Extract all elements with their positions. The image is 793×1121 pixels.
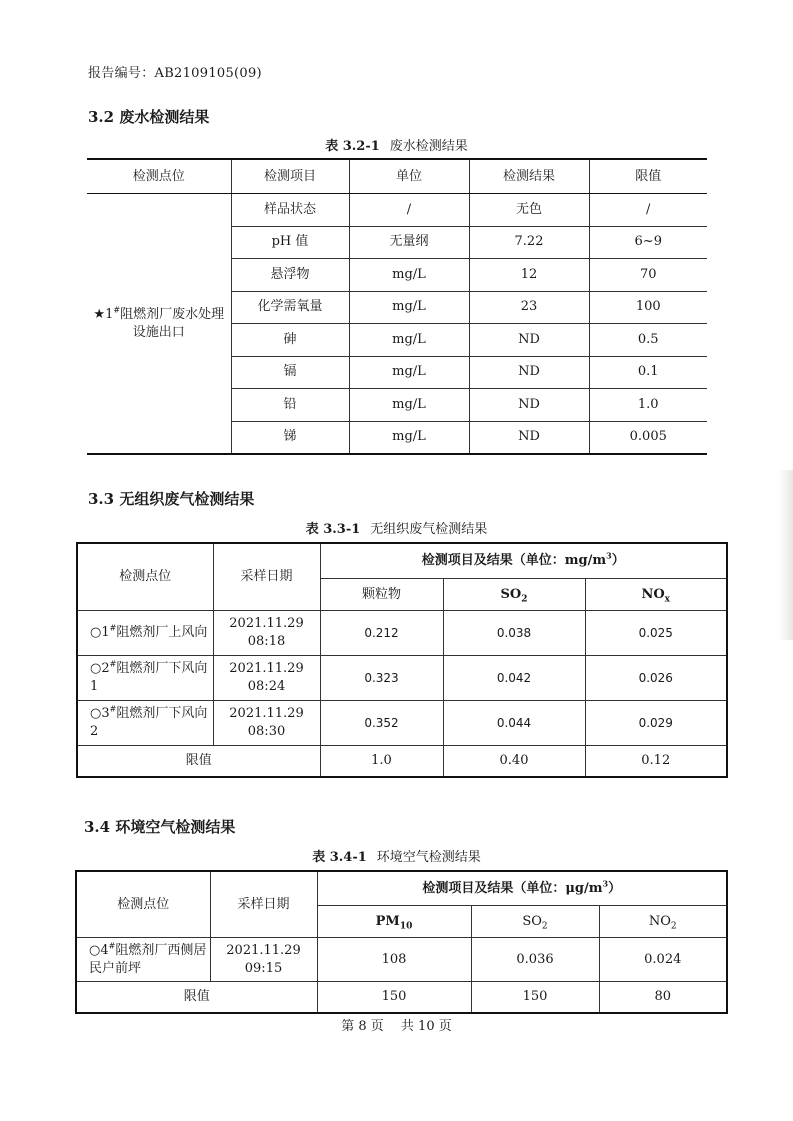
point-name: 阻燃剂厂下风向 2 bbox=[90, 706, 208, 739]
limit-cell: 1.0 bbox=[589, 389, 707, 422]
section-title-3-2: 3.2 废水检测结果 bbox=[88, 108, 210, 126]
col-header-date: 采样日期 bbox=[213, 543, 320, 611]
group-header-close: ） bbox=[608, 880, 622, 896]
table-row bbox=[77, 611, 727, 656]
caption-number: 表 3.3-1 bbox=[305, 522, 361, 537]
fugitive-gas-table bbox=[76, 542, 728, 778]
report-number: 报告编号：AB2109105(09) bbox=[88, 66, 262, 81]
col-header-base: SO bbox=[500, 586, 522, 602]
col-header-pm10 bbox=[317, 906, 471, 938]
col-header-point: 检测点位 bbox=[76, 871, 210, 938]
sampling-point-cell bbox=[87, 194, 231, 455]
col-header-base: PM bbox=[375, 913, 400, 929]
item-cell: pH 值 bbox=[231, 226, 349, 259]
limit-cell: 6~9 bbox=[589, 226, 707, 259]
item-cell: 锑 bbox=[231, 421, 349, 454]
limit-cell: / bbox=[589, 194, 707, 227]
table-caption-3-4-1 bbox=[0, 846, 793, 865]
value-cell: 0.042 bbox=[443, 656, 585, 701]
table-row bbox=[76, 938, 727, 982]
table-row bbox=[77, 656, 727, 701]
item-cell: 铅 bbox=[231, 389, 349, 422]
item-cell: 样品状态 bbox=[231, 194, 349, 227]
item-cell: 化学需氧量 bbox=[231, 291, 349, 324]
col-header-group bbox=[320, 543, 727, 579]
result-cell: ND bbox=[469, 324, 589, 357]
col-header-group bbox=[317, 871, 727, 906]
scan-edge-mark bbox=[779, 470, 793, 640]
result-cell: 12 bbox=[469, 259, 589, 292]
point-sup: # bbox=[109, 623, 117, 633]
unit-cell: mg/L bbox=[349, 356, 469, 389]
table-row bbox=[87, 194, 707, 227]
wastewater-table bbox=[87, 158, 707, 455]
group-header-sup: 3 bbox=[606, 550, 612, 561]
sampling-point-cell bbox=[77, 701, 213, 746]
table-header-row bbox=[77, 543, 727, 579]
limit-value: 80 bbox=[599, 982, 727, 1014]
caption-number: 表 3.4-1 bbox=[312, 850, 367, 865]
limit-row bbox=[77, 746, 727, 778]
col-header-sub: 10 bbox=[399, 921, 413, 932]
value-cell: 0.038 bbox=[443, 611, 585, 656]
unit-cell: mg/L bbox=[349, 421, 469, 454]
col-header-base: 颗粒物 bbox=[361, 586, 401, 602]
col-header-sub: 2 bbox=[541, 921, 548, 932]
col-header-particulate bbox=[320, 579, 443, 611]
unit-cell: mg/L bbox=[349, 324, 469, 357]
ambient-air-table bbox=[75, 870, 728, 1014]
col-header-no2 bbox=[599, 906, 727, 938]
col-header-base: NO bbox=[648, 913, 671, 929]
result-cell: 无色 bbox=[469, 194, 589, 227]
point-prefix: ○4 bbox=[89, 942, 109, 958]
limit-cell: 0.005 bbox=[589, 421, 707, 454]
sampling-time: 08:24 bbox=[247, 679, 286, 694]
point-prefix: ○2 bbox=[90, 661, 110, 676]
limit-value: 0.12 bbox=[585, 746, 727, 778]
sampling-date-cell bbox=[210, 938, 317, 982]
sampling-date-cell bbox=[213, 701, 320, 746]
point-name: 阻燃剂厂废水处理设施出口 bbox=[120, 306, 225, 340]
col-header-sub: x bbox=[664, 594, 671, 605]
table-caption-3-3-1 bbox=[0, 518, 793, 537]
value-cell: 0.025 bbox=[585, 611, 727, 656]
group-header-sup: 3 bbox=[602, 878, 609, 889]
limit-value: 150 bbox=[317, 982, 471, 1014]
col-header-sub: 2 bbox=[521, 594, 528, 605]
value-cell: 0.029 bbox=[585, 701, 727, 746]
sampling-date: 2021.11.29 bbox=[229, 706, 304, 721]
limit-cell: 0.1 bbox=[589, 356, 707, 389]
sampling-time: 08:18 bbox=[247, 634, 286, 649]
item-cell: 悬浮物 bbox=[231, 259, 349, 292]
col-header-point: 检测点位 bbox=[87, 159, 231, 194]
result-cell: 7.22 bbox=[469, 226, 589, 259]
section-title-3-4: 3.4 环境空气检测结果 bbox=[84, 818, 236, 836]
caption-text: 无组织废气检测结果 bbox=[370, 522, 488, 537]
value-cell: 108 bbox=[317, 938, 471, 982]
limit-value: 0.40 bbox=[443, 746, 585, 778]
unit-cell: 无量纲 bbox=[349, 226, 469, 259]
value-cell: 0.024 bbox=[599, 938, 727, 982]
col-header-point: 检测点位 bbox=[77, 543, 213, 611]
item-cell: 砷 bbox=[231, 324, 349, 357]
point-name: 阻燃剂厂西侧居民户前坪 bbox=[89, 942, 207, 976]
limit-value: 1.0 bbox=[320, 746, 443, 778]
limit-label: 限值 bbox=[76, 982, 317, 1014]
caption-text: 废水检测结果 bbox=[389, 139, 468, 154]
sampling-date: 2021.11.29 bbox=[226, 942, 301, 958]
sampling-date-cell bbox=[213, 611, 320, 656]
value-cell: 0.044 bbox=[443, 701, 585, 746]
unit-cell: / bbox=[349, 194, 469, 227]
table-row bbox=[77, 701, 727, 746]
col-header-limit: 限值 bbox=[589, 159, 707, 194]
result-cell: 23 bbox=[469, 291, 589, 324]
sampling-date: 2021.11.29 bbox=[229, 661, 304, 676]
unit-cell: mg/L bbox=[349, 259, 469, 292]
point-name: 阻燃剂厂上风向 bbox=[116, 625, 208, 640]
limit-cell: 70 bbox=[589, 259, 707, 292]
col-header-so2 bbox=[471, 906, 599, 938]
unit-cell: mg/L bbox=[349, 291, 469, 324]
value-cell: 0.026 bbox=[585, 656, 727, 701]
limit-label: 限值 bbox=[77, 746, 320, 778]
point-name: 阻燃剂厂下风向 1 bbox=[90, 661, 208, 694]
point-prefix: ○1 bbox=[90, 625, 110, 640]
section-title-3-3: 3.3 无组织废气检测结果 bbox=[88, 490, 255, 508]
value-cell: 0.212 bbox=[320, 611, 443, 656]
col-header-nox bbox=[585, 579, 727, 611]
sampling-point-cell bbox=[77, 656, 213, 701]
table-caption-3-2-1 bbox=[0, 135, 793, 154]
point-sup: # bbox=[109, 704, 117, 714]
sampling-date-cell bbox=[213, 656, 320, 701]
value-cell: 0.323 bbox=[320, 656, 443, 701]
col-header-base: SO bbox=[522, 913, 542, 929]
caption-text: 环境空气检测结果 bbox=[376, 850, 481, 865]
value-cell: 0.036 bbox=[471, 938, 599, 982]
group-header-close: ） bbox=[611, 553, 625, 568]
table-header-row bbox=[87, 159, 707, 194]
sampling-point-cell bbox=[77, 611, 213, 656]
table-header-row bbox=[76, 871, 727, 906]
value-cell: 0.352 bbox=[320, 701, 443, 746]
result-cell: ND bbox=[469, 356, 589, 389]
group-header-text: 检测项目及结果（单位：μg/m bbox=[422, 880, 603, 896]
point-sup: # bbox=[108, 941, 116, 951]
col-header-date: 采样日期 bbox=[210, 871, 317, 938]
result-cell: ND bbox=[469, 389, 589, 422]
col-header-item: 检测项目 bbox=[231, 159, 349, 194]
col-header-result: 检测结果 bbox=[469, 159, 589, 194]
point-sup: # bbox=[113, 305, 121, 315]
point-prefix: ★1 bbox=[93, 306, 114, 322]
unit-cell: mg/L bbox=[349, 389, 469, 422]
result-cell: ND bbox=[469, 421, 589, 454]
col-header-sub: 2 bbox=[670, 921, 677, 932]
item-cell: 镉 bbox=[231, 356, 349, 389]
sampling-date: 2021.11.29 bbox=[229, 616, 304, 631]
col-header-base: NO bbox=[641, 586, 665, 602]
sampling-point-cell bbox=[76, 938, 210, 982]
limit-value: 150 bbox=[471, 982, 599, 1014]
limit-cell: 100 bbox=[589, 291, 707, 324]
limit-cell: 0.5 bbox=[589, 324, 707, 357]
point-sup: # bbox=[109, 659, 117, 669]
page-footer: 第 8 页 共 10 页 bbox=[341, 1019, 452, 1034]
group-header-text: 检测项目及结果（单位：mg/m bbox=[421, 553, 607, 568]
col-header-so2 bbox=[443, 579, 585, 611]
point-prefix: ○3 bbox=[90, 706, 110, 721]
caption-number: 表 3.2-1 bbox=[325, 139, 380, 154]
col-header-unit: 单位 bbox=[349, 159, 469, 194]
limit-row bbox=[76, 982, 727, 1014]
sampling-time: 09:15 bbox=[244, 960, 283, 976]
sampling-time: 08:30 bbox=[247, 724, 286, 739]
